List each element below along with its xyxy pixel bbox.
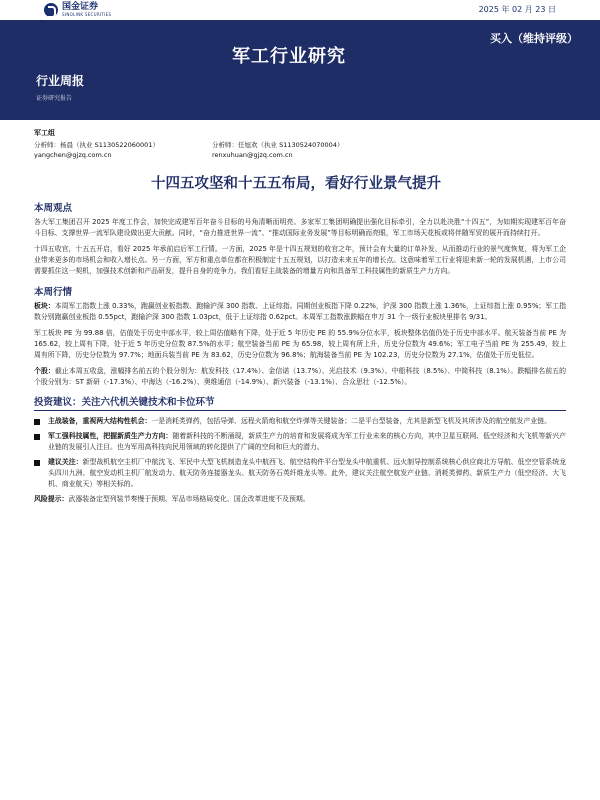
investment-item-text: 随着新科技的不断涌现，新质生产力的培育和发展将成为军工行业未来的核心方向，其中卫星互联网、低空经济和大飞机等新兴产业链的发展引人注目。也为军用高科技向民用领域的转化提供了广阔的空间和巨大的潜力。 bbox=[48, 432, 566, 451]
investment-item bbox=[34, 457, 566, 490]
logo-icon bbox=[44, 3, 58, 17]
sector-paragraph bbox=[34, 301, 566, 323]
investment-item-text: 新型战机航空主机厂中航沈飞、军民中大型飞机制造龙头中航西飞、航空结构件平台型龙头中航重机、远火制导控制系统核心供应商北方导航、低空空管系统龙头四川九洲、航空发动机主机厂航发动力、航天防务连接器龙头、航天防务石英纤维龙头等。此外，建议关注航空航发产业链、消耗类弹药、新质生产力（低空经济、大飞机、商业航天）等相关标的。 bbox=[48, 458, 567, 488]
sector-text: 本周军工指数上涨 0.33%，跑赢创业板指数、跑输沪深 300 指数、上证综指。同期创业板指下降 0.22%，沪深 300 指数上涨 1.36%，上证综指上涨 0.95%；军工指数分别跑赢创业板指 0.55pct，跑输沪深 300 指数 1.03pct，低于上证综指 0.62pct。本周军工指数涨跌幅在申万 31 个一级行业板块里排名 9/31。 bbox=[34, 302, 566, 321]
analyst-email[interactable]: yangchen@gjzq.com.cn bbox=[34, 151, 112, 159]
market-title: 本周行情 bbox=[34, 287, 73, 298]
risk-label: 风险提示： bbox=[34, 495, 69, 503]
investment-item-label: 建议关注： bbox=[48, 458, 83, 466]
header-banner bbox=[0, 20, 600, 120]
bullet-square-icon bbox=[34, 419, 40, 425]
risk-notice bbox=[34, 494, 566, 505]
analyst-name: 分析师：杨晨（执业 S1130522060001） bbox=[34, 141, 159, 149]
stock-text: 截止本周五收盘，涨幅排名前五的个股分别为：航发科技（17.4%）、金信诺（13.7%）、光启技术（9.3%）、中船科技（8.5%）、中简科技（8.1%）。跌幅排名前五的个股分别为：ST 新研（-17.3%）、中海达（-16.2%）、奥维通信（-14.9%）、新兴装备（-13.1%）、合众思壮（-12.5%）。 bbox=[34, 367, 567, 386]
sector-label: 板块： bbox=[34, 302, 55, 310]
report-date: 2025 年 02 月 23 日 bbox=[478, 5, 556, 14]
viewpoint-paragraph: 十四五收官，十五五开启，看好 2025 年承前启后军工行情。一方面，2025 年是十四五规划的收官之年，预计会有大量的订单补发，从而推动行业的景气度恢复，将为军工企业带来更多的市场机会和收入增长点。另一方面，军方和重点单位都在积极制定十五五规划，以打造未来五年的增长点。这意味着军工行业将迎来新一轮的发展机遇，上市公司需要抓住这一契机，加强技术创新和产品研发，提升自身的竞争力。我们看好主战装备的增量方向和具备军工科技属性的新质生产力方向。 bbox=[34, 245, 566, 275]
company-logo bbox=[44, 3, 111, 17]
analyst-name: 分析师：任旭欢（执业 S1130524070004） bbox=[212, 141, 344, 149]
analyst-group: 军工组 bbox=[34, 129, 55, 137]
logo-subtext: SINOLINK SECURITIES bbox=[62, 12, 112, 17]
report-category: 证券研究报告 bbox=[36, 95, 73, 102]
report-title: 军工行业研究 bbox=[232, 46, 346, 67]
investment-title: 投资建议：关注六代机关键技术和卡位环节 bbox=[34, 394, 566, 411]
investment-item bbox=[34, 431, 566, 453]
analyst-item bbox=[212, 140, 390, 160]
analyst-item bbox=[34, 140, 212, 160]
stock-label: 个股： bbox=[34, 367, 55, 375]
risk-text: 武器装备定型列装节奏慢于预期、军品市场格局变化、国企改革进度不及预期。 bbox=[68, 495, 310, 503]
top-bar bbox=[0, 0, 600, 20]
viewpoint-title: 本周观点 bbox=[34, 203, 73, 214]
report-type: 行业周报 bbox=[36, 74, 85, 88]
investment-item-label: 军工强科技属性，把握新质生产力方向： bbox=[48, 432, 173, 440]
stock-paragraph bbox=[34, 366, 566, 388]
investment-item-label: 主战装备，重视两大结构性机会： bbox=[48, 417, 152, 425]
investment-item bbox=[34, 416, 566, 427]
bullet-square-icon bbox=[34, 434, 40, 440]
valuation-paragraph: 军工板块 PE 为 99.88 倍，估值处于历史中部水平，较上周估值略有下降，处于近 5 年历史 PE 的 55.9%分位水平，板块整体估值仍处于历史中部水平。航天装备当前 PE 为 165.62，较上周有下降，处于近 5 年历史分位数 87.5%的水平；航空装备当前 PE 为 65.98，较上周有所上升，历史分位数为 49.6%；军工电子当前 PE 为 255.49，较上周有所下降，历史分位数为 97.7%；地面兵装当前 PE 为 83.62，历史分位数为 96.8%；航海装备当前 PE 为 102.23，历史分位数为 27.1%，估值处于历史低位。 bbox=[34, 329, 566, 359]
viewpoint-paragraph: 各大军工集团召开 2025 年度工作会，加快完成建军百年奋斗目标的号角清晰而明亮。多家军工集团明确提出强化目标牵引，全力以赴决胜“十四五”，为如期实现建军百年奋斗目标、支撑世界一流军队建设做出更大贡献。同时，“奋力推进世界一流”、“推动国际业务发展”等目标明确而亮眼，军工市场天花板或将伴随军贸的展开而持续打开。 bbox=[34, 218, 566, 237]
analyst-email[interactable]: renxuhuan@gjzq.com.cn bbox=[212, 151, 293, 159]
logo-text: 国金证券 bbox=[62, 2, 99, 12]
bullet-square-icon bbox=[34, 460, 40, 466]
rating: 买入（维持评级） bbox=[490, 32, 578, 45]
investment-item-text: 一是消耗类弹药，包括导弹、远程火箭炮和航空炸弹等关键装备；二是平台型装备，尤其是新型飞机及其所涉及的航空航发产业链。 bbox=[151, 417, 552, 425]
report-content bbox=[34, 128, 566, 505]
analyst-list bbox=[34, 140, 566, 160]
main-title: 十四五攻坚和十五五布局，看好行业景气提升 bbox=[151, 176, 441, 192]
